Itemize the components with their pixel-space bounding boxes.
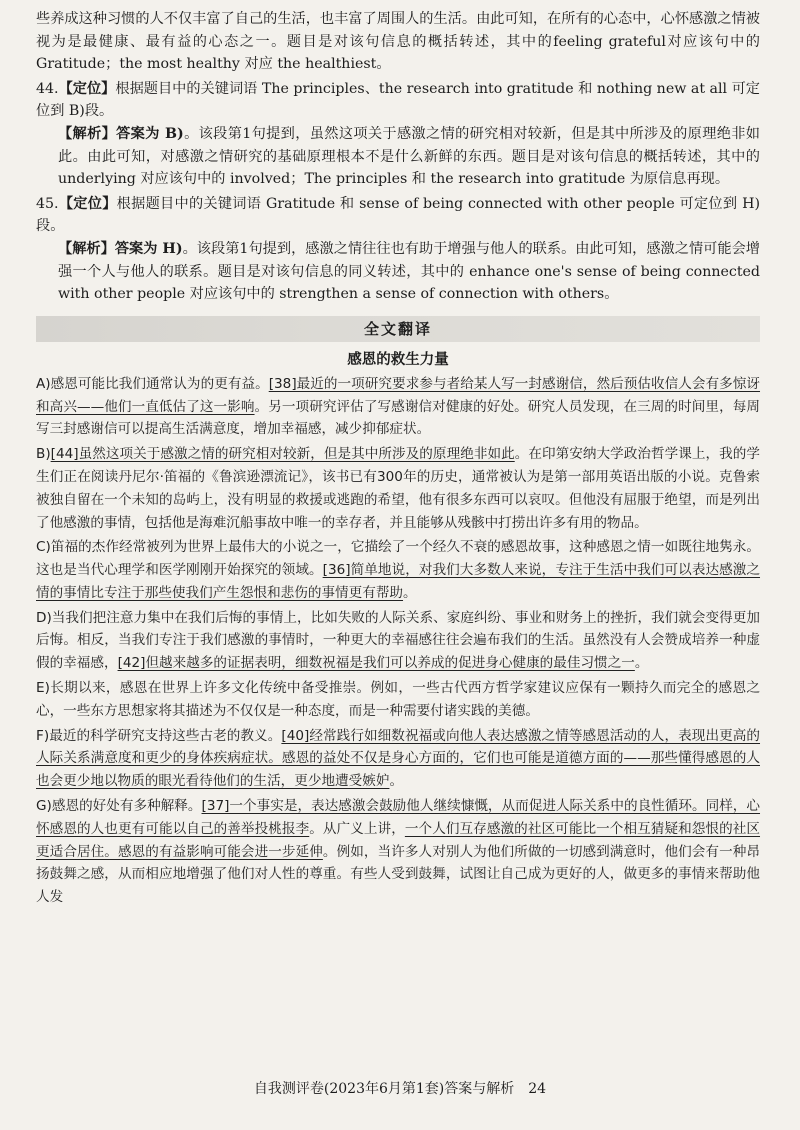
- para-a-underlined: [38]最近的一项研究要求参与者给某人写一封感谢信，然后预估收信人会有多惊讶和高兴——他们一直低估了这一影响: [36, 375, 761, 415]
- translation-para-d: D)当我们把注意力集中在我们后悔的事情上，比如失败的人际关系、家庭纠纷、事业和财务上的挫折，我们就会变得更加后悔。相反，当我们专注于我们感激的事情时，一种更大的幸福感往往会遍布我们的生活。虽然没有人会赞成培养一种虚假的幸福感，[42]但越来越多的证据表明，细数祝福是我们可以养成的促进身心健康的最佳习惯之一。: [36, 609, 760, 672]
- question-44: [36, 78, 760, 191]
- q44-locate-tag: 【定位】: [58, 80, 116, 97]
- para-g-underlined-1: [37]一个事实是，表达感激会鼓励他人继续慷慨，从而促进人际关系中的良性循环。同样，心怀感恩的人也更有可能以自己的善举投桃报李: [36, 798, 761, 837]
- page-footer: 自我测评卷(2023年6月第1套)答案与解析 24: [253, 1081, 547, 1097]
- q45-locate: [36, 193, 760, 238]
- translation-para-g: G)感恩的好处有多种解释。[37]一个事实是，表达感激会鼓励他人继续慷慨，从而促进人际关系中的良性循环。同样，心怀感恩的人也更有可能以自己的善举投桃报李。从广义上讲，一个人们互存感激的社区可能比一个相互猜疑和怨恨的社区更适合居住。感恩的有益影响可能会进一步延伸。例如，当许多人对别人为他们所做的一切感到满意时，他们会有一种昂扬鼓舞之感，从而相应地增强了他们对人性的尊重。有些人受到鼓舞，试图让自己成为更好的人，做更多的事情来帮助他人发: [36, 798, 761, 906]
- q45-analysis-tag: 【解析】: [58, 240, 115, 257]
- para-f-label: F): [36, 727, 50, 744]
- translation-para-b: B)[44]虽然这项关于感激之情的研究相对较新，但是其中所涉及的原理绝非如此。在印第安纳大学政治哲学课上，我的学生们正在阅读丹尼尔·笛福的《鲁滨逊漂流记》，该书已有300年的历史，通常被认为是第一部用英语出版的小说。克鲁索被独自留在一个未知的岛屿上，没有明显的救援或逃跑的希望，他有很多东西可以哀叹。但他没有屈服于绝望，而是列出了他感激的事情，包括他是海难沉船事故中唯一的幸存者，并且能够从残骸中打捞出许多有用的物品。: [36, 446, 761, 531]
- para-c-label: C): [36, 539, 51, 556]
- q44-locate: [36, 78, 760, 123]
- q45-number: 45.: [36, 195, 59, 212]
- q45-locate-tag: 【定位】: [58, 195, 117, 212]
- section-banner: 全文翻译: [36, 316, 760, 342]
- q44-number: 44.: [36, 80, 59, 97]
- translation-para-a: A)感恩可能比我们通常认为的更有益。[38]最近的一项研究要求参与者给某人写一封感谢信，然后预估收信人会有多惊讶和高兴——他们一直低估了这一影响。另一项研究评估了写感谢信对健康的好处。研究人员发现，在三周的时间里，每周写三封感谢信可以提高生活满意度，增加幸福感，减少抑郁症状。: [36, 375, 761, 438]
- translation-para-f: F)最近的科学研究支持这些古老的教义。[40]经常践行如细数祝福或向他人表达感激之情等感恩活动的人，表现出更高的人际关系满意度和更少的身体疾病症状。感恩的益处不仅是身心方面的，它们也可能是道德方面的——那些懂得感恩的人也会更少地以物质的眼光看待他们的生活，更少地遭受嫉妒。: [36, 727, 761, 790]
- q44-locate-text: 根据题目中的关键词语 The principles、the research into gratitude 和 nothing new at all 可定位到 B)段。: [36, 80, 760, 120]
- para-b-underlined: [44]虽然这项关于感激之情的研究相对较新，但是其中所涉及的原理绝非如此: [50, 446, 515, 463]
- translation-para-c: C)笛福的杰作经常被列为世界上最伟大的小说之一，它描绘了一个经久不衰的感恩故事，这种感恩之情一如既往地隽永。这也是当代心理学和医学刚刚开始探究的领域。[36]简单地说，对我们大多数人来说，专注于生活中我们可以表达感激之情的事情比专注于那些使我们产生怨恨和悲伤的事情更有帮助。: [36, 539, 761, 601]
- q45-locate-text: 根据题目中的关键词语 Gratitude 和 sense of being connected with other people 可定位到 H)段。: [36, 195, 760, 235]
- para-f-underlined: [40]经常践行如细数祝福或向他人表达感激之情等感恩活动的人，表现出更高的人际关系满意度和更少的身体疾病症状。感恩的益处不仅是身心方面的，它们也可能是道德方面的——那些懂得感恩的人也会更少地以物质的眼光看待他们的生活，更少地遭受嫉妒: [36, 727, 761, 790]
- para-d-underlined: [42]但越来越多的证据表明，细数祝福是我们可以养成的促进身心健康的最佳习惯之一: [117, 655, 635, 672]
- para-d-label: D): [36, 609, 52, 626]
- para-g-underlined-2: 一个人们互存感激的社区可能比一个相互猜疑和怨恨的社区更适合居住。感恩的有益影响可能会进一步延伸: [36, 820, 761, 860]
- q45-analysis-text: 。该段第1句提到，感激之情往往也有助于增强与他人的联系。由此可知，感激之情可能会增强一个人与他人的联系。题目是对该句信息的同义转述，其中的 enhance one's sense of being connected with other people 对应该句中的 strengthen a sense of connection with others。: [58, 240, 760, 303]
- para-e-label: E): [36, 680, 50, 697]
- para-g-label: G): [36, 798, 52, 815]
- q44-analysis-tag: 【解析】: [58, 125, 117, 142]
- continued-analysis: 些养成这种习惯的人不仅丰富了自己的生活，也丰富了周围人的生活。由此可知，在所有的心态中，心怀感激之情被视为是最健康、最有益的心态之一。题目是对该句信息的概括转述，其中的feeling grateful对应该句中的 Gratitude；the most healthy 对应 the healthiest。: [36, 11, 760, 73]
- q44-answer: 答案为 B): [116, 125, 184, 142]
- q45-analysis: [36, 238, 760, 306]
- para-a-label: A): [36, 375, 51, 392]
- q44-analysis: [36, 123, 760, 191]
- q45-answer: 答案为 H): [114, 240, 183, 257]
- q44-analysis-text: 。该段第1句提到，虽然这项关于感激之情的研究相对较新，但是其中所涉及的原理绝非如此。由此可知，对感激之情研究的基础原理根本不是什么新鲜的东西。题目是对该句信息的概括转述，其中的 underlying 对应该句中的 involved；The principles 和 the research into gratitude 为原信息再现。: [58, 125, 760, 188]
- question-45: [36, 193, 760, 306]
- para-c-underlined: [36]简单地说，对我们大多数人来说，专注于生活中我们可以表达感激之情的事情比专注于那些使我们产生怨恨和悲伤的事情更有帮助: [36, 562, 761, 601]
- para-b-label: B): [36, 446, 51, 463]
- translation-title: 感恩的救生力量: [347, 350, 449, 368]
- translation-para-e: E)长期以来，感恩在世界上许多文化传统中备受推崇。例如，一些古代西方哲学家建议应保有一颗持久而完全的感恩之心，一些东方思想家将其描述为不仅仅是一种态度，而是一种需要付诸实践的美德。: [36, 680, 760, 719]
